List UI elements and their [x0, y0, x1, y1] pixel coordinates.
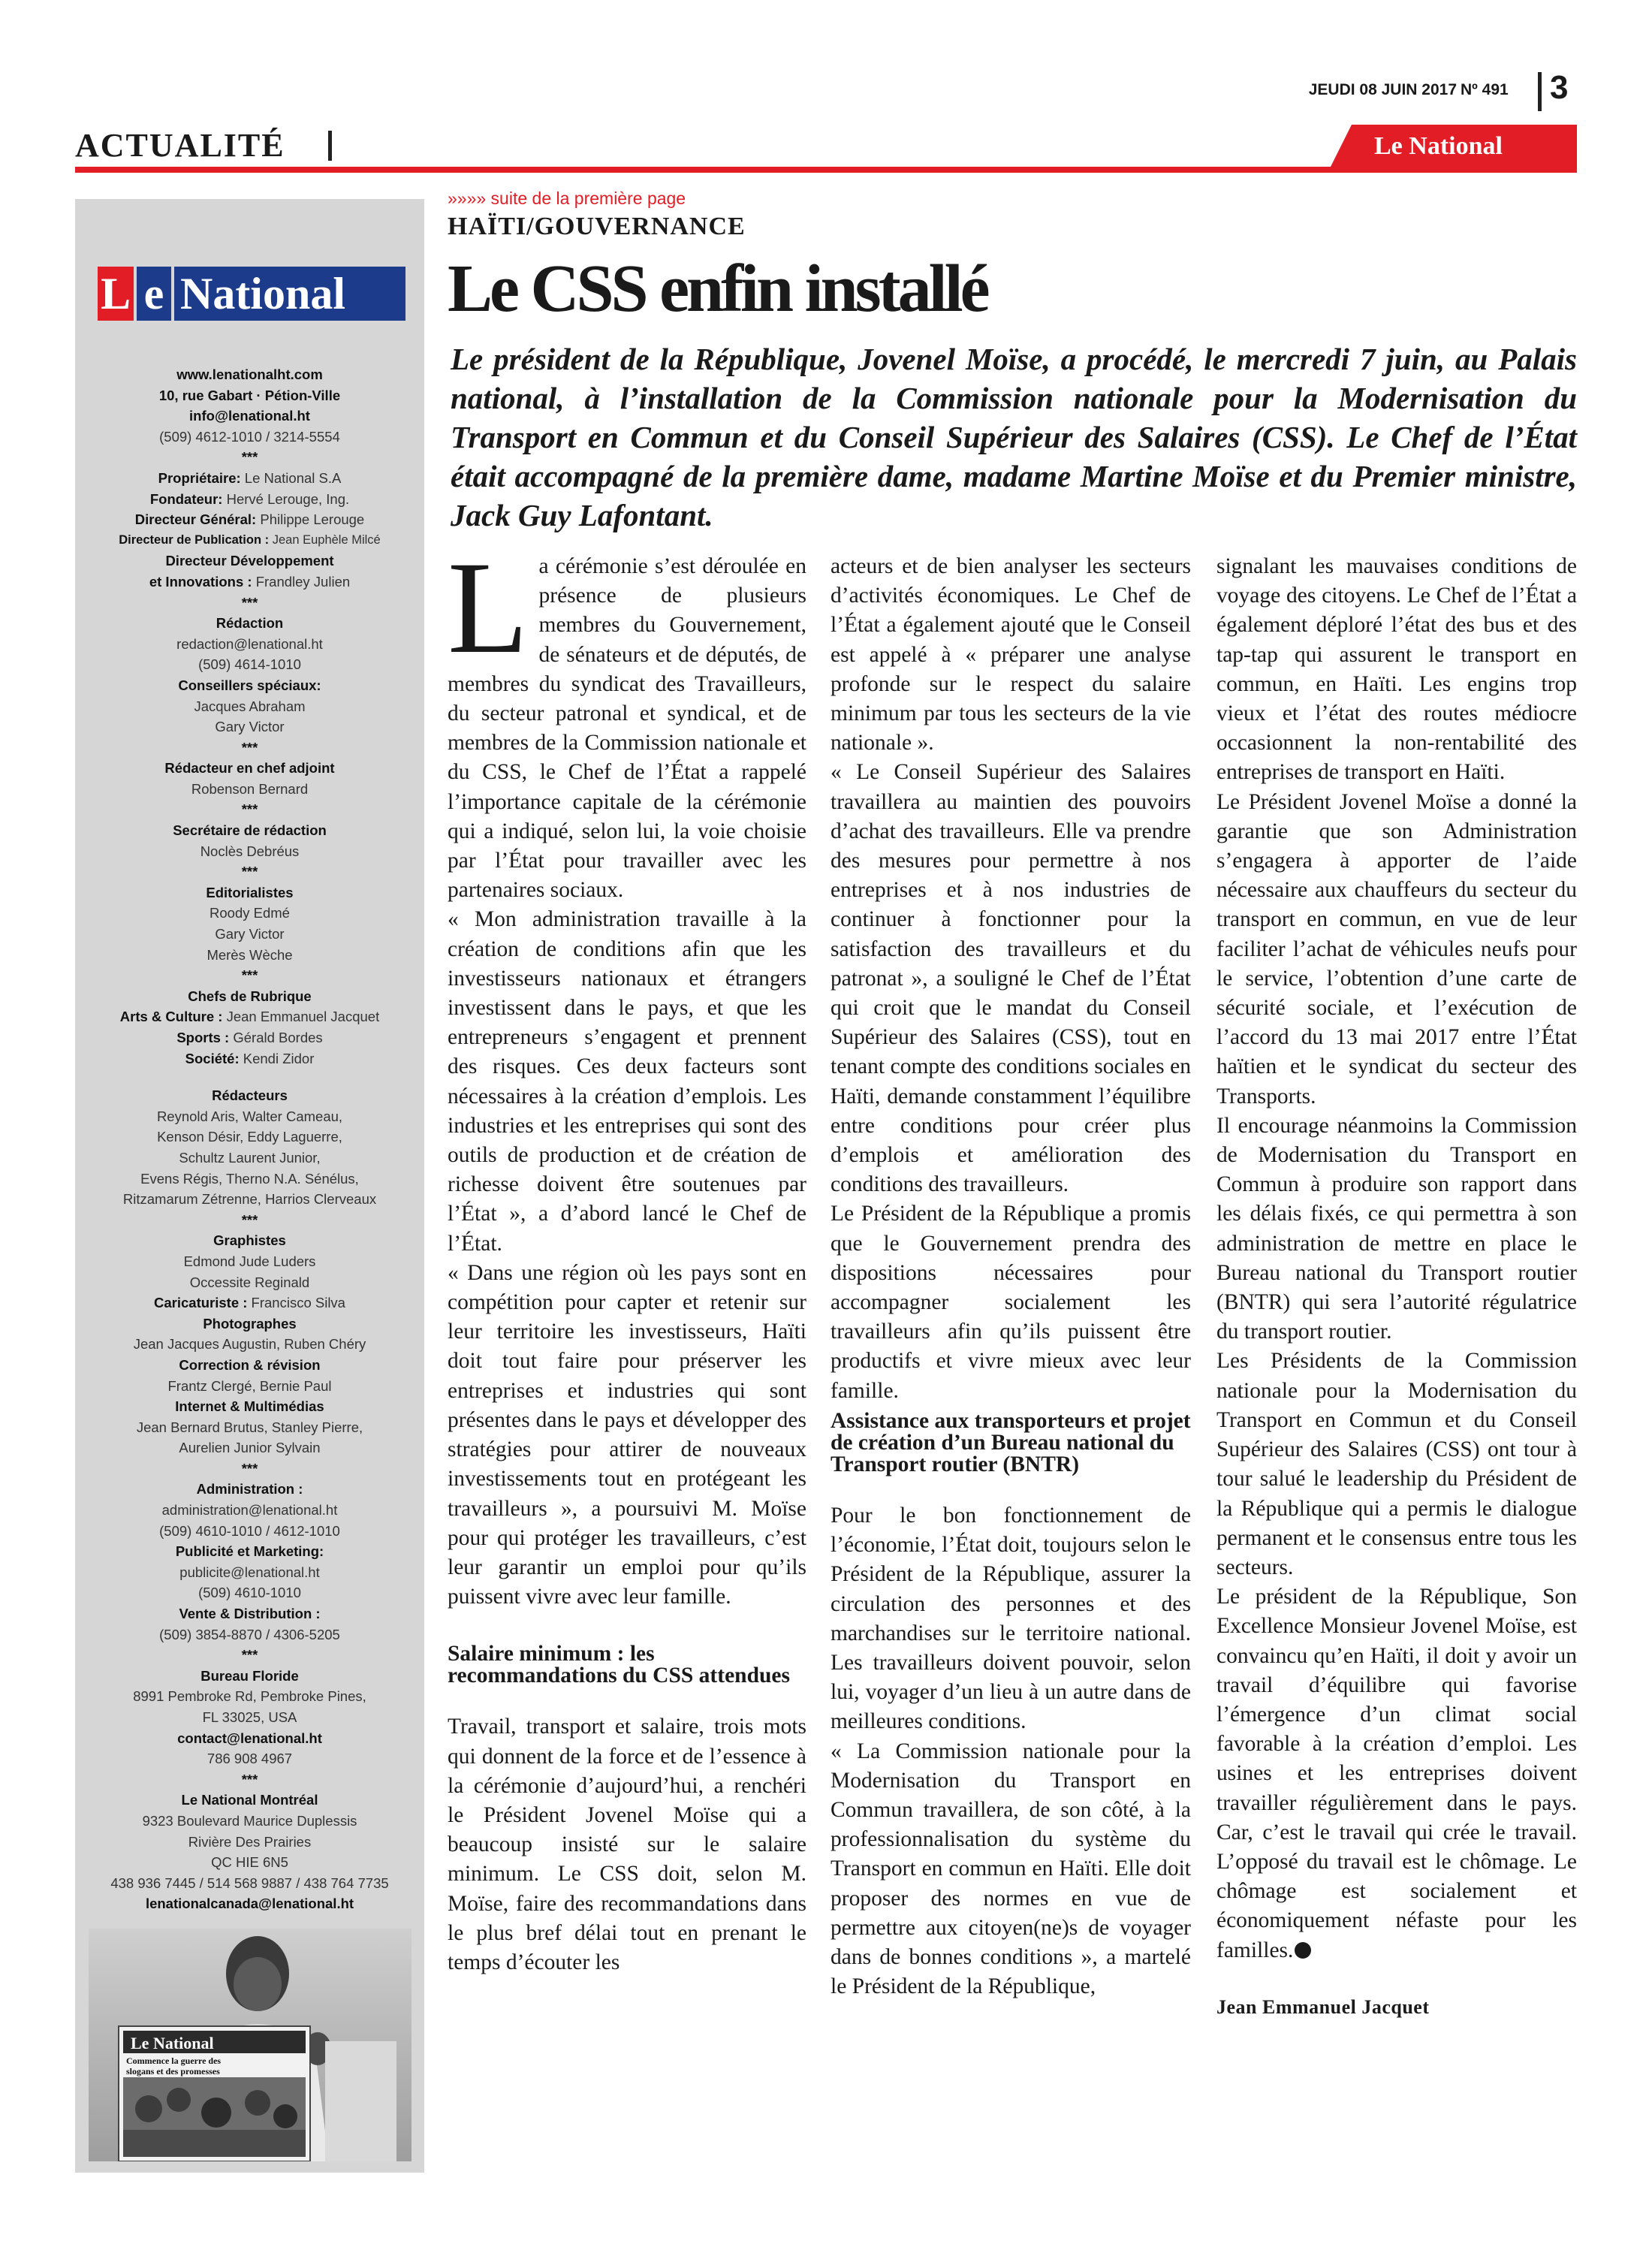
- masthead-line: [83, 572, 417, 593]
- issue-number: Nº 491: [1461, 81, 1509, 98]
- masthead-role: Arts & Culture :: [119, 1009, 223, 1025]
- masthead-text: lenationalcanada@lenational.ht: [145, 1896, 354, 1912]
- masthead-line: [83, 1126, 417, 1148]
- masthead-line: [83, 1355, 417, 1376]
- paragraph: « La Commission nationale pour la Modernisation du Transport en Commun travaillera, de son côté, à la professionnalisation du système du Transport en commun en Haïti. Elle doit proposer des normes en vue de permettre aux citoyen(ne)s de voyager dans de bonnes conditions », a martelé le Président de la République,: [831, 1739, 1191, 1999]
- paragraph: « Mon administration travaille à la création de conditions afin que les investisseurs nationaux et étrangers investissent dans le pays, et que les entrepreneurs s’engagent et prennent des risques. Ces deux facteurs sont nécessaires à la création d’emplois. Les industries et les entreprises qui sont des outils de production et de création de richesse doivent être soutenues par l’État », a d’abord lancé le Chef de l’État.: [448, 907, 806, 1256]
- masthead-line: [83, 861, 417, 882]
- masthead-line: [83, 965, 417, 986]
- masthead-text: Correction & révision: [179, 1356, 321, 1373]
- masthead-line: [83, 550, 417, 572]
- masthead-text: 8991 Pembroke Rd, Pembroke Pines,: [133, 1688, 366, 1705]
- masthead-text: Administration :: [196, 1481, 303, 1497]
- masthead-text: redaction@lenational.ht: [176, 635, 323, 652]
- masthead-text: (509) 4614-1010: [198, 656, 301, 673]
- masthead-line: [83, 1624, 417, 1645]
- masthead-separator: ***: [241, 1211, 258, 1228]
- masthead-role: Directeur de Publication :: [119, 532, 270, 547]
- masthead-text: Gary Victor: [215, 719, 285, 735]
- masthead-line: [83, 1085, 417, 1106]
- masthead-line: [83, 509, 417, 530]
- masthead-role: Société:: [185, 1050, 240, 1066]
- masthead-role: Sports :: [176, 1030, 230, 1045]
- paragraph: signalant les mauvaises conditions de voyage des citoyens. Le Chef de l’État a également déploré l’état des bus et des tap-tap qui assurent le transport en commun, en Haïti. Les engins trop vieux et l’état des routes médiocre occasionnent la non-rentabilité des entreprises de transport en Haïti.: [1216, 554, 1577, 785]
- paragraph: a cérémonie s’est déroulée en présence de plusieurs membres du Gouvernement, de sénateurs et de députés, de membres du syndicat des Travailleurs, du secteur patronal et syndical, et de membres de la Commission nationale et du CSS, le Chef de l’État a rappelé l’importance capitale de la cérémonie qui a indiqué, selon lui, la voie choisie par l’État pour travailler avec les partenaires sociaux.: [448, 554, 806, 903]
- masthead-text: Rédacteurs: [212, 1087, 288, 1104]
- masthead-text: Ritzamarum Zétrenne, Harrios Clerveaux: [122, 1191, 377, 1208]
- masthead-line: [83, 1748, 417, 1769]
- masthead-text: Chefs de Rubrique: [188, 988, 312, 1004]
- masthead-line: [83, 1811, 417, 1832]
- masthead-line: [83, 1417, 417, 1438]
- masthead-text: Rédaction: [216, 615, 284, 632]
- promo-photo: [89, 1929, 411, 2161]
- masthead-line: [83, 675, 417, 696]
- masthead-credits: [83, 364, 417, 1914]
- masthead-line: [83, 1027, 417, 1048]
- masthead-text: (509) 4610-1010 / 4612-1010: [159, 1522, 340, 1539]
- masthead-line: [83, 1541, 417, 1562]
- masthead-text: 10, rue Gabart · Pétion-Ville: [158, 387, 341, 403]
- paragraph: « Dans une région où les pays sont en compétition pour capter et retenir sur leur territoire les investisseurs, Haïti doit tout faire pour préserver les entreprises et industries qui sont présentes dans le pays et développer des stratégies pour attirer de nouveaux investissements tout en protégeant les travailleurs », a poursuivi M. Moïse pour qui protéger les travailleurs, c’est leur garantir un emploi pour qu’ils puissent vivre avec leur famille.: [448, 1260, 806, 1609]
- masthead-person: Hervé Lerouge, Ing.: [226, 490, 350, 507]
- section-title: ACTUALITÉ: [75, 127, 285, 164]
- masthead-line: [83, 1562, 417, 1583]
- end-of-article-icon: [1295, 1942, 1311, 1959]
- paragraph: « Le Conseil Supérieur des Salaires travaillera au maintien des pouvoirs d’achat des travailleurs. Elle va prendre des mesures pour permettre à nos entreprises et à nos industries de continuer à fonctionner pour la satisfaction des travailleurs et du patronat », a souligné le Chef de l’État qui croit que le mandat du Conseil Supérieur des Salaires (CSS), tout en tenant compte des conditions sociales en Haïti, demande constamment l’équilibre entre conditions pour créer plus d’emplois et amélioration des conditions des travailleurs.: [831, 760, 1191, 1197]
- paragraph: Travail, transport et salaire, trois mots qui donnent de la force et de l’essence à la cérémonie d’aujourd’hui, a renchéri le Président Jovenel Moïse qui a beaucoup insisté sur le salaire minimum. Le CSS doit, selon M. Moïse, faire des recommandations dans le plus bref délai tout en prenant le temps d’écouter les: [448, 1715, 806, 1974]
- masthead-line: [83, 903, 417, 924]
- newspaper-logo: [98, 267, 405, 321]
- masthead-line: [83, 406, 417, 427]
- article-column-1: [448, 535, 806, 2174]
- paragraph: Le Président Jovenel Moïse a donné la garantie que son Administration s’engagera à apporter de l’aide nécessaire aux chauffeurs du secteur du transport en commun, en vue de leur faciliter l’achat de véhicules neufs pour le service, l’obtention d’une carte de sécurité sociale, et l’exécution de l’accord du 13 mai 2017 entre l’État haïtien et le syndicat du secteur des Transports.: [1216, 789, 1577, 1108]
- masthead-person: Jean Emmanuel Jacquet: [226, 1009, 380, 1025]
- masthead-line: [83, 593, 417, 614]
- masthead-text: Conseillers spéciaux:: [178, 677, 321, 693]
- masthead-text: Robenson Bernard: [191, 780, 309, 797]
- paragraph: Le Président de la République a promis que le Gouvernement prendra des dispositions nécessaires pour accompagner socialement les travailleurs afin qu’ils puissent être productifs et vivre mieux avec leur famille.: [831, 1202, 1191, 1403]
- masthead-sidebar: [75, 199, 424, 2173]
- masthead-separator: ***: [241, 739, 258, 756]
- masthead-line: [83, 1521, 417, 1542]
- masthead-line: [83, 530, 417, 551]
- masthead-separator: ***: [241, 801, 258, 818]
- masthead-role: et Innovations :: [149, 573, 252, 590]
- masthead-text: 9323 Boulevard Maurice Duplessis: [142, 1812, 357, 1829]
- masthead-line: [83, 1272, 417, 1293]
- masthead-line: [83, 1376, 417, 1397]
- masthead-line: [83, 696, 417, 717]
- masthead-line: [83, 924, 417, 945]
- masthead-text: Editorialistes: [206, 884, 294, 900]
- masthead-line: [83, 654, 417, 675]
- masthead-text: Edmond Jude Luders: [183, 1253, 316, 1269]
- masthead-line: [83, 468, 417, 489]
- masthead-line: [83, 1893, 417, 1914]
- masthead-separator: ***: [241, 1771, 258, 1787]
- masthead-line: [83, 1210, 417, 1231]
- masthead-line: [83, 841, 417, 862]
- masthead-line: [83, 758, 417, 779]
- subheading: Assistance aux transporteurs et projet de création d’un Bureau national du Transport routier (BNTR): [831, 1408, 1191, 1476]
- masthead-text: Noclès Debréus: [200, 843, 300, 859]
- masthead-line: [83, 1686, 417, 1707]
- masthead-text: www.lenationalht.com: [176, 366, 323, 382]
- masthead-text: (509) 4610-1010: [198, 1585, 301, 1601]
- masthead-line: [83, 737, 417, 759]
- masthead-person: Francisco Silva: [251, 1295, 345, 1311]
- masthead-separator: ***: [241, 864, 258, 880]
- masthead-spacer: [83, 1069, 417, 1085]
- page-number-divider: [1538, 72, 1542, 111]
- masthead-text: Roody Edmé: [210, 905, 290, 921]
- masthead-text: Jean Bernard Brutus, Stanley Pierre,: [136, 1419, 363, 1435]
- logo-name: National: [174, 267, 405, 321]
- masthead-text: Jacques Abraham: [194, 698, 306, 714]
- promo-photo-illustration: [89, 1929, 411, 2161]
- continued-from-front: »»»» suite de la première page: [448, 189, 686, 208]
- masthead-line: [83, 1006, 417, 1027]
- masthead-person: Jean Euphèle Milcé: [272, 532, 381, 547]
- masthead-text: Secrétaire de rédaction: [173, 822, 327, 839]
- article-kicker: HAÏTI/GOUVERNANCE: [448, 213, 746, 240]
- masthead-line: [83, 489, 417, 510]
- paragraph: Les Présidents de la Commission nationale pour la Modernisation du Transport en Commun et du Conseil Supérieur des Salaires (CSS) ont tour à tour salué le leadership du Président de la République qui a permis le dialogue permanent et le consensus entre tous les secteurs.: [1216, 1349, 1577, 1579]
- issue-date: JEUDI 08 JUIN 2017: [1308, 81, 1457, 98]
- masthead-line: [83, 1852, 417, 1873]
- paragraph: Pour le bon fonctionnement de l’économie, l’État doit, toujours selon le Président de la République, assurer la circulation des personnes et des marchandises sur le territoire national. Les travailleurs doivent pouvoir, selon lui, voyager d’un lieu à un autre dans de meilleures conditions.: [831, 1503, 1191, 1734]
- masthead-separator: ***: [241, 967, 258, 984]
- masthead-text: publicite@lenational.ht: [179, 1564, 320, 1580]
- masthead-line: [83, 1313, 417, 1335]
- article-column-2: [831, 552, 1191, 2174]
- logo-letter-e: e: [137, 267, 171, 321]
- masthead-separator: ***: [241, 1460, 258, 1476]
- promo-paper-headline-2: slogans et des promesses: [126, 2066, 220, 2077]
- masthead-separator: ***: [241, 1647, 258, 1663]
- masthead-text: (509) 4612-1010 / 3214-5554: [159, 428, 340, 445]
- masthead-line: [83, 1048, 417, 1069]
- masthead-role: Caricaturiste :: [154, 1295, 248, 1311]
- masthead-text: Schultz Laurent Junior,: [179, 1149, 321, 1166]
- masthead-line: [83, 1334, 417, 1355]
- masthead-line: [83, 1666, 417, 1687]
- masthead-role: Fondateur:: [149, 490, 223, 507]
- masthead-text: Aurelien Junior Sylvain: [179, 1440, 321, 1456]
- masthead-text: Jean Jacques Augustin, Ruben Chéry: [133, 1336, 366, 1353]
- masthead-text: Internet & Multimédias: [175, 1398, 324, 1415]
- masthead-line: [83, 364, 417, 385]
- masthead-person: Le National S.A: [244, 469, 342, 486]
- masthead-line: [83, 1292, 417, 1313]
- masthead-line: [83, 1769, 417, 1790]
- masthead-line: [83, 1437, 417, 1458]
- article-column-3: [1216, 552, 1577, 2174]
- masthead-text: 786 908 4967: [206, 1751, 293, 1767]
- masthead-text: Le National Montréal: [181, 1792, 318, 1808]
- masthead-text: contact@lenational.ht: [177, 1730, 322, 1746]
- masthead-line: [83, 1707, 417, 1728]
- masthead-text: QC HIE 6N5: [211, 1854, 288, 1871]
- masthead-line: [83, 779, 417, 800]
- masthead-person: Philippe Lerouge: [260, 511, 365, 528]
- promo-paper-headline-1: Commence la guerre des: [126, 2055, 222, 2066]
- article-title: Le CSS enfin installé: [448, 252, 987, 326]
- masthead-line: [83, 1790, 417, 1811]
- masthead-line: [83, 1603, 417, 1624]
- masthead-text: Vente & Distribution :: [179, 1606, 321, 1622]
- section-divider: [328, 131, 332, 161]
- masthead-line: [83, 1873, 417, 1894]
- masthead-text: administration@lenational.ht: [161, 1502, 338, 1519]
- masthead-line: [83, 1645, 417, 1666]
- masthead-line: [83, 882, 417, 903]
- article-lead: Le président de la République, Jovenel Moïse, a procédé, le mercredi 7 juin, au Palais national, à l’installation de la Commission nationale pour la Modernisation du Transport en Commun et du Conseil Supérieur des Salaires (CSS). Le Chef de l’État était accompagné de la première dame, madame Martine Moïse et du Premier ministre, Jack Guy Lafontant.: [451, 342, 1577, 532]
- masthead-line: [83, 820, 417, 841]
- author-signature: Jean Emmanuel Jacquet: [1216, 1995, 1430, 2018]
- masthead-text: info@lenational.ht: [189, 408, 310, 424]
- masthead-person: Frandley Julien: [255, 573, 351, 590]
- masthead-line: [83, 1148, 417, 1169]
- masthead-line: [83, 799, 417, 820]
- promo-paper-logo: Le National: [131, 2034, 214, 2052]
- masthead-line: [83, 1728, 417, 1749]
- paragraph: acteurs et de bien analyser les secteurs d’activités économiques. Le Chef de l’État a également ajouté que le Conseil est appelé à « préparer une analyse profonde sur le respect du salaire minimum par tous les secteurs de la vie nationale ».: [831, 554, 1191, 756]
- masthead-role: Directeur Général:: [134, 511, 257, 528]
- masthead-text: Merès Wèche: [206, 946, 293, 963]
- masthead-line: [83, 385, 417, 406]
- masthead-separator: ***: [241, 594, 258, 611]
- masthead-line: [83, 1500, 417, 1521]
- masthead-text: Graphistes: [213, 1232, 286, 1249]
- masthead-text: Photographes: [203, 1315, 297, 1332]
- masthead-line: [83, 1458, 417, 1479]
- page-number: 3: [1550, 69, 1569, 106]
- masthead-line: [83, 1832, 417, 1853]
- masthead-line: [83, 986, 417, 1007]
- masthead-text: Publicité et Marketing:: [175, 1543, 324, 1560]
- brand-tab-label: Le National: [1374, 132, 1503, 160]
- masthead-text: (509) 3854-8870 / 4306-5205: [159, 1626, 340, 1642]
- paragraph: Il encourage néanmoins la Commission de Modernisation du Transport en Commun à produire son rapport dans les délais fixés, ce qui permettra à son administration de mettre en place le Bureau national du Transport routier (BNTR) qui sera l’autorité régulatrice du transport routier.: [1216, 1113, 1577, 1344]
- masthead-line: [83, 1169, 417, 1190]
- masthead-separator: ***: [241, 449, 258, 466]
- subheading: Salaire minimum : les recommandations du CSS attendues: [448, 1642, 790, 1688]
- masthead-role: Propriétaire:: [158, 469, 241, 486]
- masthead-text: Reynold Aris, Walter Cameau,: [156, 1108, 343, 1124]
- masthead-line: [83, 613, 417, 634]
- masthead-person: Kendi Zidor: [243, 1050, 315, 1066]
- masthead-line: [83, 1106, 417, 1127]
- masthead-line: [83, 447, 417, 468]
- paragraph: Le président de la République, Son Excellence Monsieur Jovenel Moïse, est convaincu qu’en Haïti, il doit y avoir un travail d’équilibre qui favorise l’émergence d’un climat social favorable à la création d’emploi. Les usines et les entreprises doivent travailler régulièrement dans le pays. Car, c’est le travail qui crée le travail. L’opposé du travail est le chômage. Le chômage est socialement et économiquement néfaste pour les familles.: [1216, 1585, 1577, 1962]
- masthead-line: [83, 716, 417, 737]
- masthead-line: [83, 427, 417, 448]
- masthead-text: Rivière Des Prairies: [188, 1833, 312, 1850]
- masthead-text: Bureau Floride: [200, 1667, 299, 1684]
- masthead-line: [83, 634, 417, 655]
- masthead-text: Evens Régis, Therno N.A. Sénélus,: [140, 1170, 359, 1187]
- masthead-text: Rédacteur en chef adjoint: [164, 760, 335, 777]
- masthead-line: [83, 1230, 417, 1251]
- masthead-text: Directeur Développement: [165, 553, 334, 569]
- logo-letter-l: L: [98, 267, 134, 321]
- masthead-line: [83, 1189, 417, 1210]
- masthead-text: Occessite Reginald: [189, 1274, 310, 1290]
- masthead-line: [83, 1396, 417, 1417]
- masthead-line: [83, 1479, 417, 1500]
- masthead-line: [83, 1251, 417, 1272]
- masthead-text: Kenson Désir, Eddy Laguerre,: [157, 1129, 342, 1145]
- masthead-text: 438 936 7445 / 514 568 9887 / 438 764 7735: [110, 1874, 389, 1891]
- masthead-text: Frantz Clergé, Bernie Paul: [167, 1377, 332, 1394]
- masthead-person: Gérald Bordes: [233, 1030, 323, 1045]
- masthead-line: [83, 945, 417, 966]
- masthead-text: FL 33025, USA: [202, 1709, 297, 1725]
- drop-cap: L: [448, 535, 529, 681]
- masthead-text: Gary Victor: [215, 926, 285, 943]
- masthead-line: [83, 1582, 417, 1603]
